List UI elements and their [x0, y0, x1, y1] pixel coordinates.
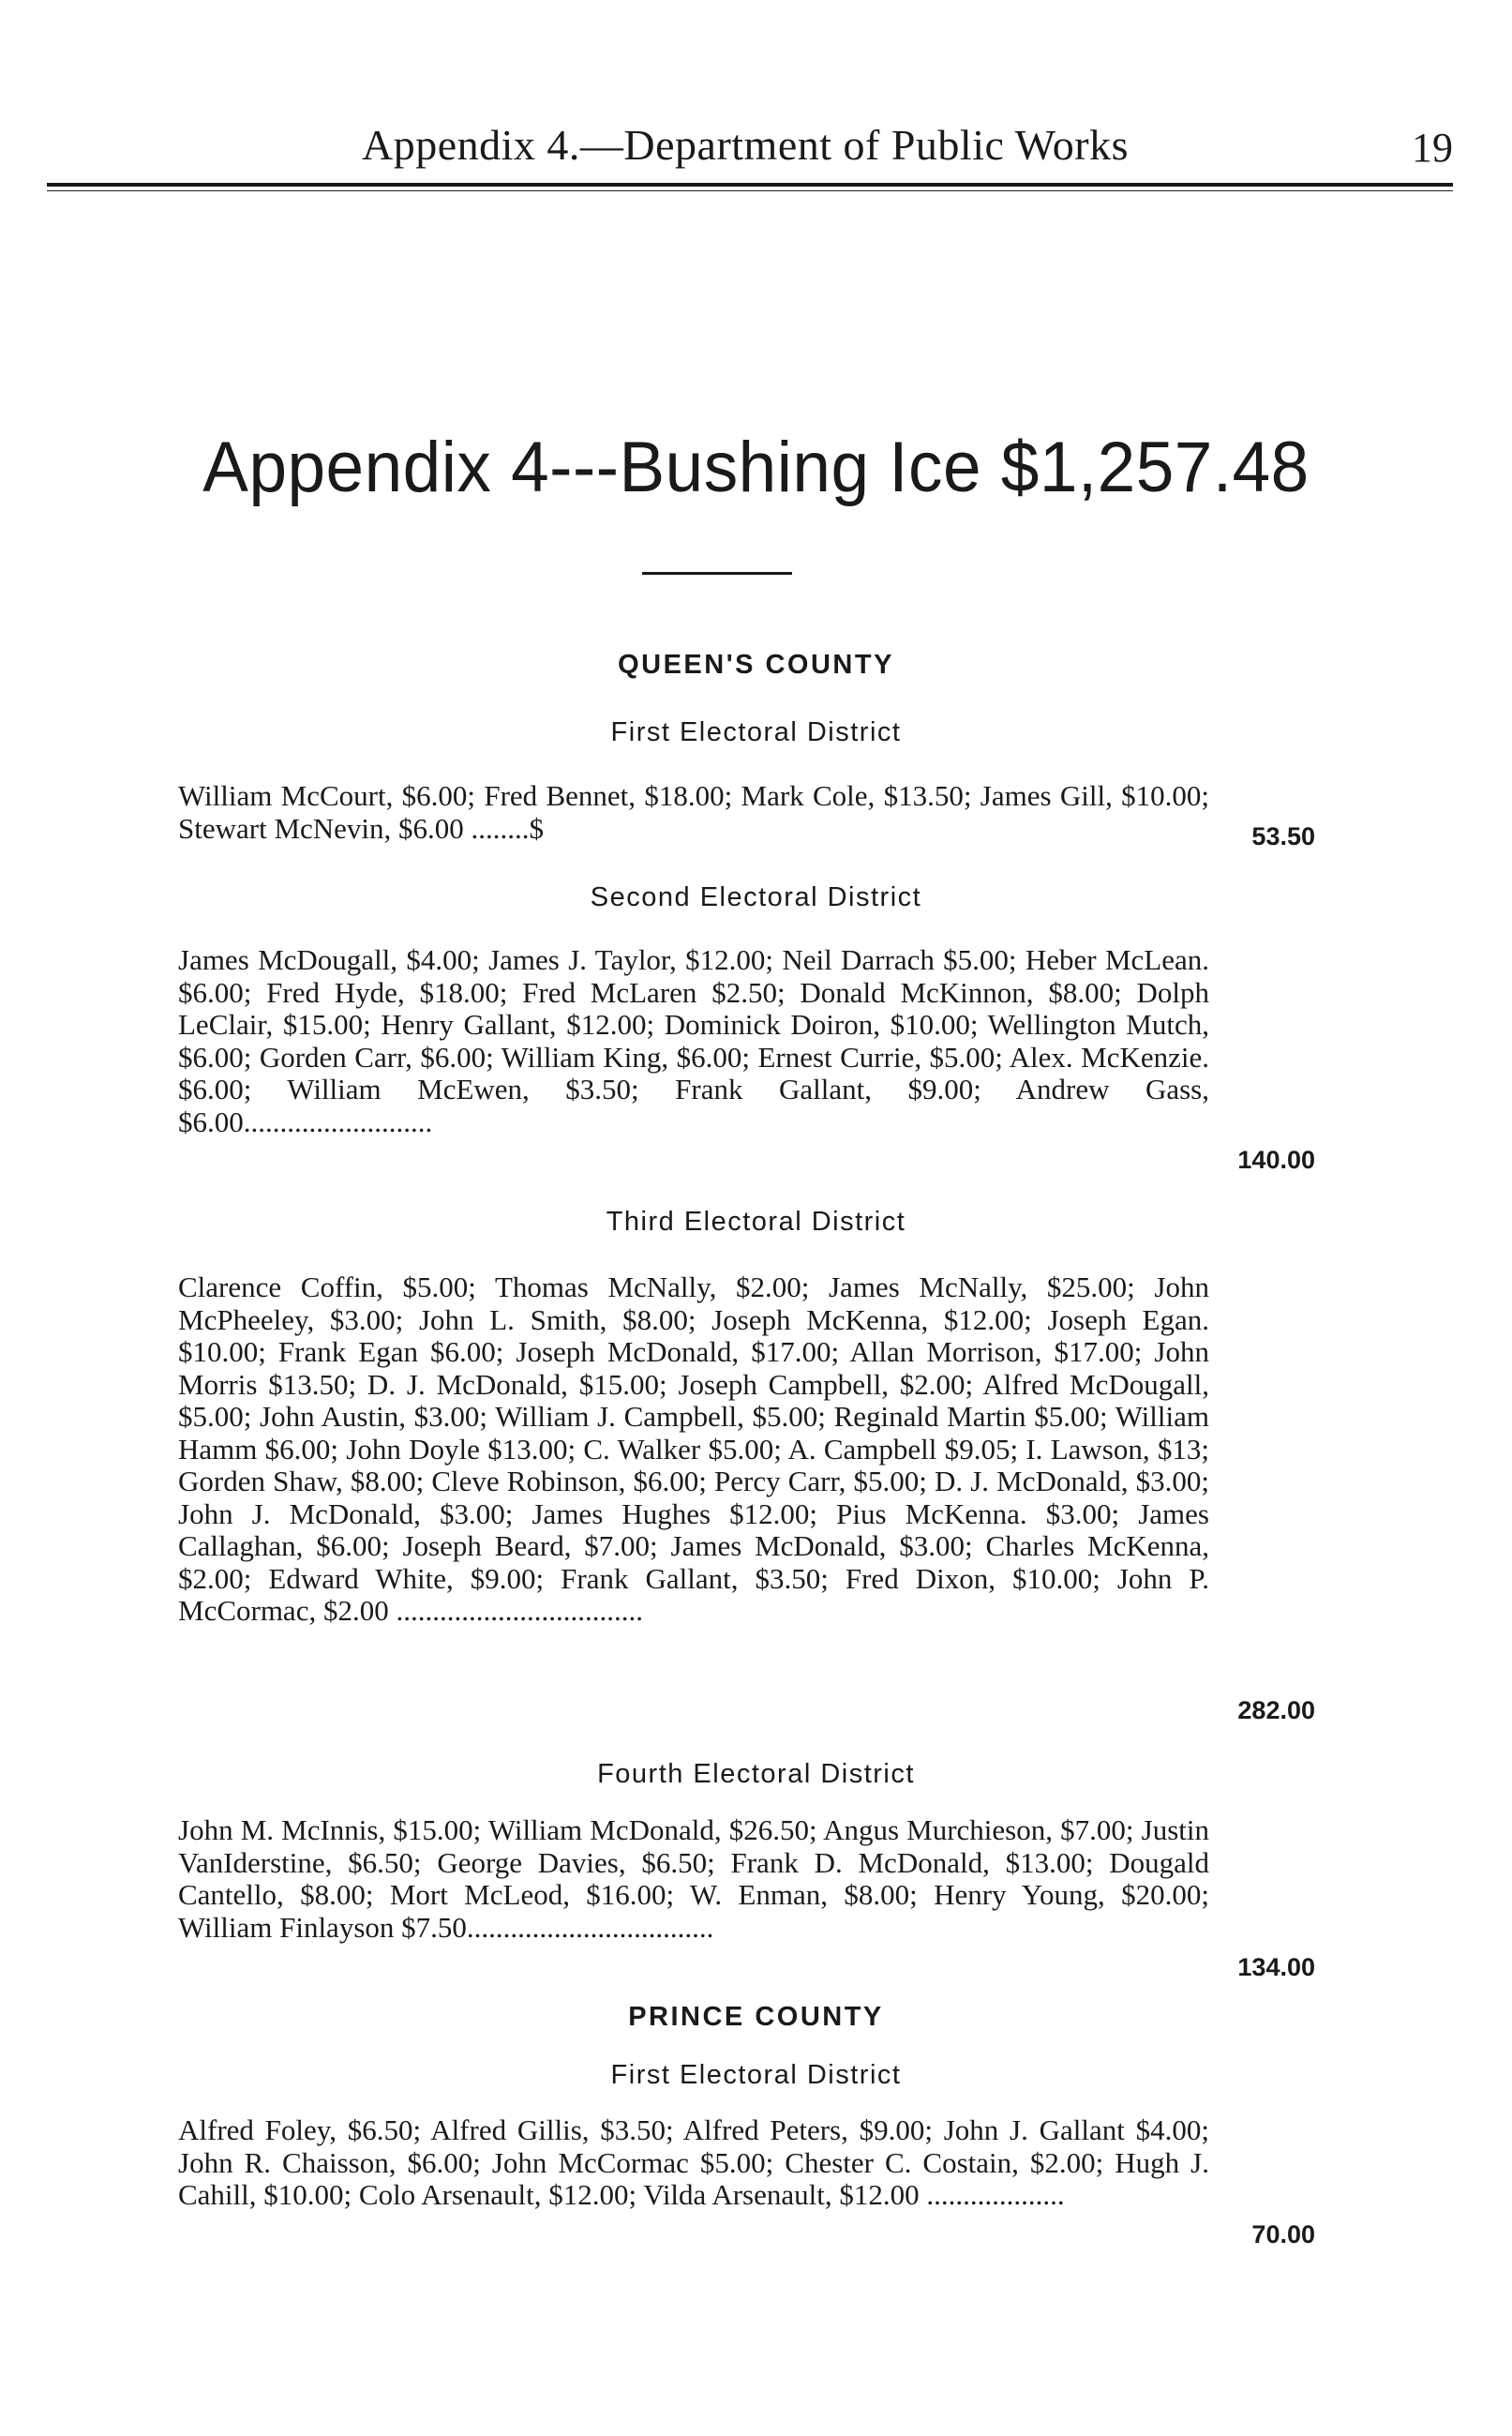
district-entries: Clarence Coffin, $5.00; Thomas McNally, $2.00; James McNally, $25.00; John McPheeley, $3.00; John L. Smith, $8.00; Joseph McKenna, $12.00; Joseph Egan. $10.00; Frank Egan $6.00; Joseph McDonald, $17.00; Allan Morrison, $17.00; John Morris $13.50; D. J. McDonald, $15.00; Joseph Campbell, $2.00; Alfred McDougall, $5.00; John Austin, $3.00; William J. Campbell, $5.00; Reginald Martin $5.00; William Hamm $6.00; John Doyle $13.00; C. Walker $5.00; A. Campbell $9.05; I. Lawson, $13; Gorden Shaw, $8.00; Cleve Robinson, $6.00; Percy Carr, $5.00; D. J. McDonald, $3.00; John J. McDonald, $3.00; James Hughes $12.00; Pius McKenna. $3.00; James Callaghan, $6.00; Joseph Beard, $7.00; James McDonald, $3.00; Charles McKenna, $2.00; Edward White, $9.00; Frank Gallant, $3.50; Fred Dixon, $10.00; John P. McCormac, $2.00 .................................. — [178, 1271, 1209, 1627]
district-entries: John M. McInnis, $15.00; William McDonald, $26.50; Angus Murchieson, $7.00; Justin VanIderstine, $6.50; George Davies, $6.50; Frank D. McDonald, $13.00; Dougald Cantello, $8.00; Mort McLeod, $16.00; W. Enman, $8.00; Henry Young, $20.00; William Finlayson $7.50.................................. — [178, 1813, 1209, 1944]
page-number: 19 — [1412, 125, 1453, 171]
title-rule — [642, 572, 792, 575]
county-heading-queens: QUEEN'S COUNTY — [618, 650, 894, 680]
district-total: 70.00 — [1251, 2220, 1315, 2248]
header-rule — [47, 183, 1453, 187]
district-total: 282.00 — [1237, 1696, 1315, 1724]
district-total: 53.50 — [1251, 822, 1315, 850]
header-rule-thin — [47, 190, 1453, 191]
district-entries: William McCourt, $6.00; Fred Bennet, $18.00; Mark Cole, $13.50; James Gill, $10.00; Stewart McNevin, $6.00 ........$ — [178, 779, 1209, 845]
page-title: Appendix 4---Bushing Ice $1,257.48 — [202, 428, 1310, 507]
district-heading: First Electoral District — [610, 2060, 902, 2090]
district-heading: Third Electoral District — [606, 1207, 906, 1237]
county-heading-prince: PRINCE COUNTY — [628, 2002, 884, 2032]
district-total: 134.00 — [1237, 1953, 1315, 1981]
district-entries: James McDougall, $4.00; James J. Taylor, $12.00; Neil Darrach $5.00; Heber McLean. $6.00; Fred Hyde, $18.00; Fred McLaren $2.50; Donald McKinnon, $8.00; Dolph LeClair, $15.00; Henry Gallant, $12.00; Dominick Doiron, $10.00; Wellington Mutch, $6.00; Gorden Carr, $6.00; William King, $6.00; Ernest Currie, $5.00; Alex. McKenzie. $6.00; William McEwen, $3.50; Frank Gallant, $9.00; Andrew Gass, $6.00.......................... — [178, 943, 1209, 1138]
district-heading: Second Electoral District — [590, 882, 922, 912]
district-heading: Fourth Electoral District — [597, 1759, 915, 1789]
district-entries: Alfred Foley, $6.50; Alfred Gillis, $3.50; Alfred Peters, $9.00; John J. Gallant $4.00; John R. Chaisson, $6.00; John McCormac $5.00; Chester C. Costain, $2.00; Hugh J. Cahill, $10.00; Colo Arsenault, $12.00; Vilda Arsenault, $12.00 ................... — [178, 2113, 1209, 2211]
running-title: Appendix 4.—Department of Public Works — [361, 121, 1130, 169]
running-header — [37, 120, 1453, 176]
district-total: 140.00 — [1237, 1146, 1315, 1174]
district-heading: First Electoral District — [610, 717, 902, 747]
